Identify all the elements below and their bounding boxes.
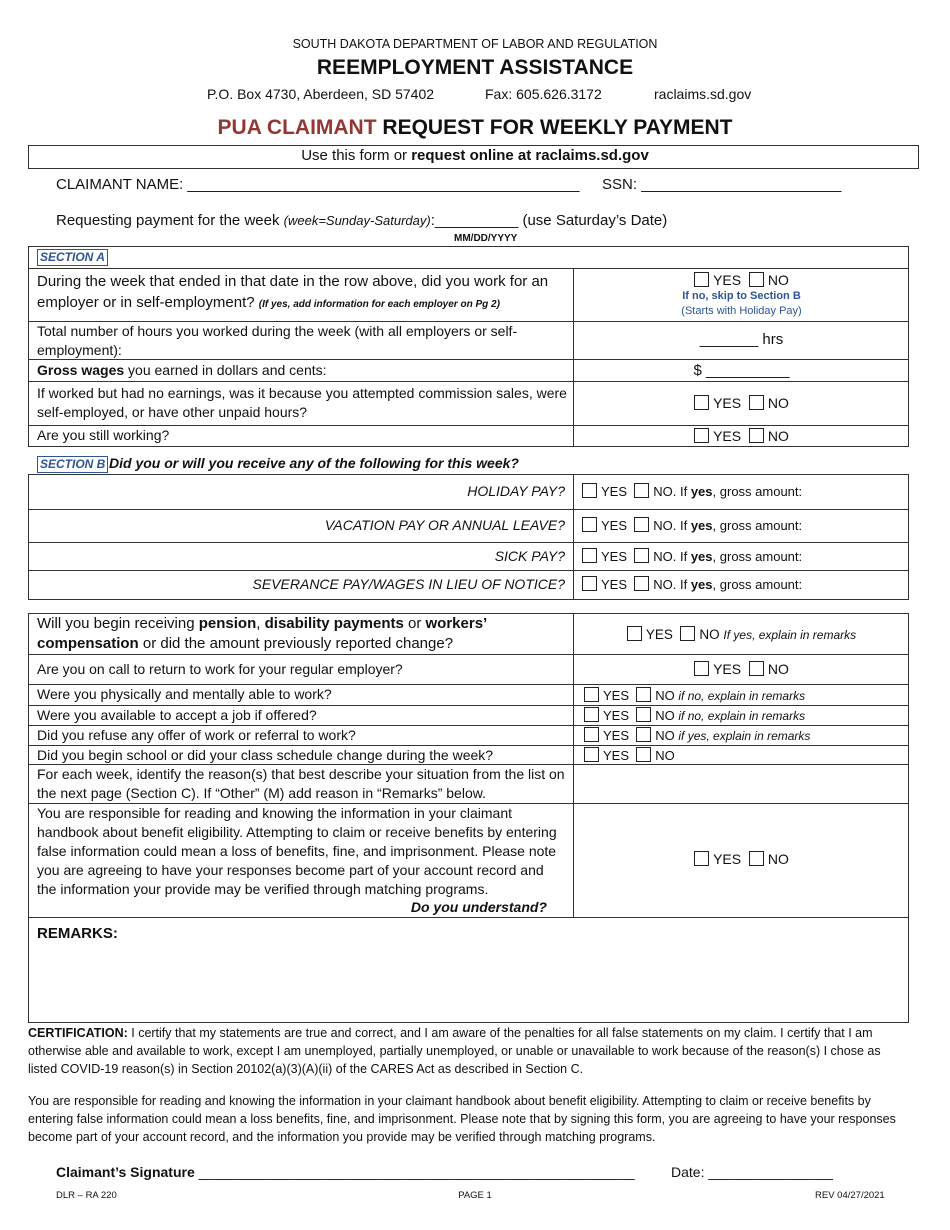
ssn-row <box>602 176 841 193</box>
date-field[interactable]: ________________ <box>708 1164 833 1180</box>
certification-label: CERTIFICATION: <box>28 1026 128 1040</box>
understand-yes-checkbox[interactable] <box>694 851 709 866</box>
sick-yes-checkbox[interactable] <box>582 548 597 563</box>
section-b-heading: Did you or will you receive any of the following for this week? <box>109 455 519 471</box>
yes-label: YES <box>601 518 628 533</box>
available-no-checkbox[interactable] <box>636 707 651 722</box>
date-row <box>671 1164 833 1180</box>
fax-number: Fax: 605.626.3172 <box>485 86 602 102</box>
available-yes-checkbox[interactable] <box>584 707 599 722</box>
ssn-field[interactable]: ________________________ <box>641 176 842 193</box>
understand-question: Do you understand? <box>410 899 547 915</box>
online-banner-text <box>0 147 950 164</box>
week-date-field[interactable]: :__________ <box>430 212 519 229</box>
refuse-note: if yes, explain in remarks <box>678 729 811 743</box>
wages-field[interactable]: $ __________ <box>693 362 790 379</box>
online-link[interactable]: request online at raclaims.sd.gov <box>411 147 649 164</box>
able-yes-checkbox[interactable] <box>584 687 599 702</box>
website: raclaims.sd.gov <box>654 86 752 102</box>
on-call-yes-checkbox[interactable] <box>694 661 709 676</box>
pension-question <box>37 614 567 654</box>
yes-bold: yes <box>690 518 713 533</box>
severance-pay-answer <box>582 575 907 594</box>
section-a-tag: SECTION A <box>37 249 108 266</box>
hours-field[interactable]: _______ hrs <box>699 331 784 348</box>
able-question: Were you physically and mentally able to work? <box>37 686 332 702</box>
certification-text: I certify that my statements are true and correct, and I am aware of the penalties for all false statements on my claim. I certify that I am otherwise able and available to work, except I am unemployed, partially unemployed, or unable or unavailable to work because of the reason(s) I chose as listed COVID-19 reason(s) in Section 20102(a)(3)(A)(ii) of the CARES Act as described in Section C. <box>28 1026 881 1076</box>
unpaid-no-checkbox[interactable] <box>749 395 764 410</box>
section-b-tag: SECTION B <box>37 456 108 473</box>
no-label: NO <box>655 708 675 723</box>
week-hint: (week=Sunday-Saturday) <box>283 213 431 228</box>
gross-amount-label: , gross amount: <box>712 577 803 592</box>
still-working-question: Are you still working? <box>37 427 170 443</box>
worked-question <box>37 271 567 315</box>
yes-label: YES <box>601 577 628 592</box>
no-if-label: NO. If <box>653 484 688 499</box>
certification <box>28 1024 909 1078</box>
unpaid-question: If worked but had no earnings, was it because you attempted commission sales, were self-employed, or have other unpaid hours? <box>37 385 567 420</box>
on-call-no-checkbox[interactable] <box>749 661 764 676</box>
yes-bold: yes <box>690 549 713 564</box>
claimant-name-label: CLAIMANT NAME: <box>56 176 184 193</box>
yes-label: YES <box>601 484 628 499</box>
holiday-pay-label: HOLIDAY PAY? <box>467 483 565 499</box>
no-label: NO <box>655 688 675 703</box>
worked-question-note: (If yes, add information for each employer on Pg 2) <box>258 299 500 310</box>
week-suffix: (use Saturday’s Date) <box>522 212 668 229</box>
school-no-checkbox[interactable] <box>636 747 651 762</box>
severance-pay-label: SEVERANCE PAY/WAGES IN LIEU OF NOTICE? <box>252 576 565 592</box>
school-yes-checkbox[interactable] <box>584 747 599 762</box>
pension-no-checkbox[interactable] <box>680 626 695 641</box>
date-format-hint: MM/DD/YYYY <box>454 233 518 244</box>
vacation-pay-label: VACATION PAY OR ANNUAL LEAVE? <box>324 517 565 533</box>
week-row <box>56 212 667 229</box>
form-title-program: PUA CLAIMANT <box>217 116 377 139</box>
yes-label: YES <box>603 688 630 703</box>
yes-label: YES <box>713 428 742 444</box>
reasons-instruction: For each week, identify the reason(s) that best describe your situation from the list on the next page (Section C). If “Other” (M) add reason in “Remarks” below. <box>37 766 565 801</box>
unpaid-yes-checkbox[interactable] <box>694 395 709 410</box>
yes-bold: yes <box>690 577 713 592</box>
yes-label: YES <box>713 395 742 411</box>
able-note: if no, explain in remarks <box>678 689 806 703</box>
yes-bold: yes <box>690 484 713 499</box>
available-question: Were you available to accept a job if offered? <box>37 707 317 723</box>
on-call-question: Are you on call to return to work for your regular employer? <box>37 661 403 677</box>
refuse-answer <box>584 726 909 746</box>
yes-label: YES <box>601 549 628 564</box>
holiday-no-checkbox[interactable] <box>634 483 649 498</box>
remarks-label: REMARKS: <box>37 925 118 942</box>
yes-label: YES <box>713 661 742 677</box>
signature-label: Claimant’s Signature <box>56 1164 195 1180</box>
wages-question <box>37 361 567 380</box>
form-id: DLR – RA 220 <box>56 1190 117 1201</box>
no-label: NO <box>699 627 720 642</box>
no-label: NO <box>767 395 789 411</box>
vacation-no-checkbox[interactable] <box>634 517 649 532</box>
no-label: NO <box>655 728 675 743</box>
no-if-label: NO. If <box>653 577 688 592</box>
sick-pay-answer <box>582 547 907 566</box>
pension-note: If yes, explain in remarks <box>723 628 857 642</box>
available-note: if no, explain in remarks <box>678 709 806 723</box>
no-if-label: NO. If <box>653 549 688 564</box>
ssn-label: SSN: <box>602 176 638 193</box>
no-label: NO <box>767 661 789 677</box>
school-answer <box>584 746 909 765</box>
pension-text-4: or <box>408 615 422 632</box>
online-prefix: Use this form or <box>301 147 408 164</box>
worked-question-text: During the week that ended in that date in the row above, did you work for an employer or in self-employment? <box>37 273 549 311</box>
claimant-name-row <box>56 176 580 193</box>
understand-no-checkbox[interactable] <box>749 851 764 866</box>
vacation-yes-checkbox[interactable] <box>582 517 597 532</box>
no-label: NO <box>767 851 789 867</box>
still-working-yes-checkbox[interactable] <box>694 428 709 443</box>
gross-amount-label: , gross amount: <box>712 549 803 564</box>
available-answer <box>584 706 909 726</box>
still-working-answer <box>574 427 909 446</box>
pension-text-5: workers’ compensation <box>37 615 487 652</box>
refuse-yes-checkbox[interactable] <box>584 727 599 742</box>
refuse-question: Did you refuse any offer of work or referral to work? <box>37 727 356 743</box>
wages-question-bold: Gross wages <box>37 362 125 378</box>
holiday-yes-checkbox[interactable] <box>582 483 597 498</box>
pension-text-6: or did the amount previously reported change? <box>142 635 454 652</box>
date-label: Date: <box>671 1164 705 1180</box>
signature-row <box>56 1164 635 1180</box>
sick-pay-label: SICK PAY? <box>494 548 565 564</box>
week-label: Requesting payment for the week <box>56 212 280 229</box>
yes-label: YES <box>603 708 630 723</box>
hours-question: Total number of hours you worked during the week (with all employers or self-employment): <box>37 323 518 358</box>
page-number: PAGE 1 <box>458 1190 492 1201</box>
gross-amount-label: , gross amount: <box>712 518 803 533</box>
sick-no-checkbox[interactable] <box>634 548 649 563</box>
yes-label: YES <box>645 627 673 642</box>
school-question: Did you begin school or did your class schedule change during the week? <box>37 747 494 763</box>
understand-statement: You are responsible for reading and knowing the information in your claimant handbook about benefit eligibility. Attempting to claim or receive benefits by entering false information could mean a loss of benefits, fine, and imprisonment. Please note you are agreeing to have your responses become part of your account record and the information your provide may be verified through matching programs. <box>37 805 557 897</box>
yes-label: YES <box>713 272 742 288</box>
worked-yes-checkbox[interactable] <box>694 272 709 287</box>
handbook-statement: You are responsible for reading and knowing the information in your claimant handbook about benefit eligibility. Attempting to claim or receive benefits by entering false information could mean a loss benefits, fine, and imprisonment. Please note that by signing this form, you are agreeing to have your responses become part of your account record, and the information you provide may be verified through matching programs. <box>28 1094 896 1144</box>
agency-name: SOUTH DAKOTA DEPARTMENT OF LABOR AND REGULATION <box>292 37 658 51</box>
revision-date: REV 04/27/2021 <box>815 1190 885 1201</box>
pension-answer <box>574 625 909 645</box>
able-answer <box>584 686 909 706</box>
form-title <box>0 116 950 140</box>
on-call-answer <box>574 660 909 679</box>
skip-instruction-note: (Starts with Holiday Pay) <box>681 305 802 317</box>
skip-instruction: If no, skip to Section B <box>682 290 801 302</box>
signature-field[interactable]: ________________________________________________________ <box>198 1164 635 1180</box>
yes-label: YES <box>603 748 630 763</box>
mailing-address: P.O. Box 4730, Aberdeen, SD 57402 <box>207 86 435 102</box>
pension-text-1: Will you begin receiving <box>37 615 195 632</box>
no-if-label: NO. If <box>653 518 688 533</box>
still-working-no-checkbox[interactable] <box>749 428 764 443</box>
pension-yes-checkbox[interactable] <box>627 626 642 641</box>
severance-no-checkbox[interactable] <box>634 576 649 591</box>
pension-comma: , <box>256 615 261 632</box>
wages-question-text: you earned in dollars and cents: <box>128 362 327 378</box>
severance-yes-checkbox[interactable] <box>582 576 597 591</box>
program-title: REEMPLOYMENT ASSISTANCE <box>316 56 634 79</box>
gross-amount-label: , gross amount: <box>712 484 803 499</box>
no-label: NO <box>767 272 789 288</box>
unpaid-answer <box>574 394 909 413</box>
vacation-pay-answer <box>582 516 907 535</box>
worked-answer <box>574 271 909 290</box>
no-label: NO <box>655 748 675 763</box>
worked-no-checkbox[interactable] <box>749 272 764 287</box>
no-label: NO <box>767 428 789 444</box>
refuse-no-checkbox[interactable] <box>636 727 651 742</box>
pension-text-2: pension <box>198 615 257 632</box>
yes-label: YES <box>713 851 742 867</box>
form-title-rest: REQUEST FOR WEEKLY PAYMENT <box>382 116 733 139</box>
understand-answer <box>574 850 909 869</box>
pension-text-3: disability payments <box>264 615 404 632</box>
yes-label: YES <box>603 728 630 743</box>
able-no-checkbox[interactable] <box>636 687 651 702</box>
holiday-pay-answer <box>582 482 907 501</box>
remarks-field[interactable] <box>35 945 901 1017</box>
claimant-name-field[interactable]: _______________________________________________ <box>187 176 580 193</box>
